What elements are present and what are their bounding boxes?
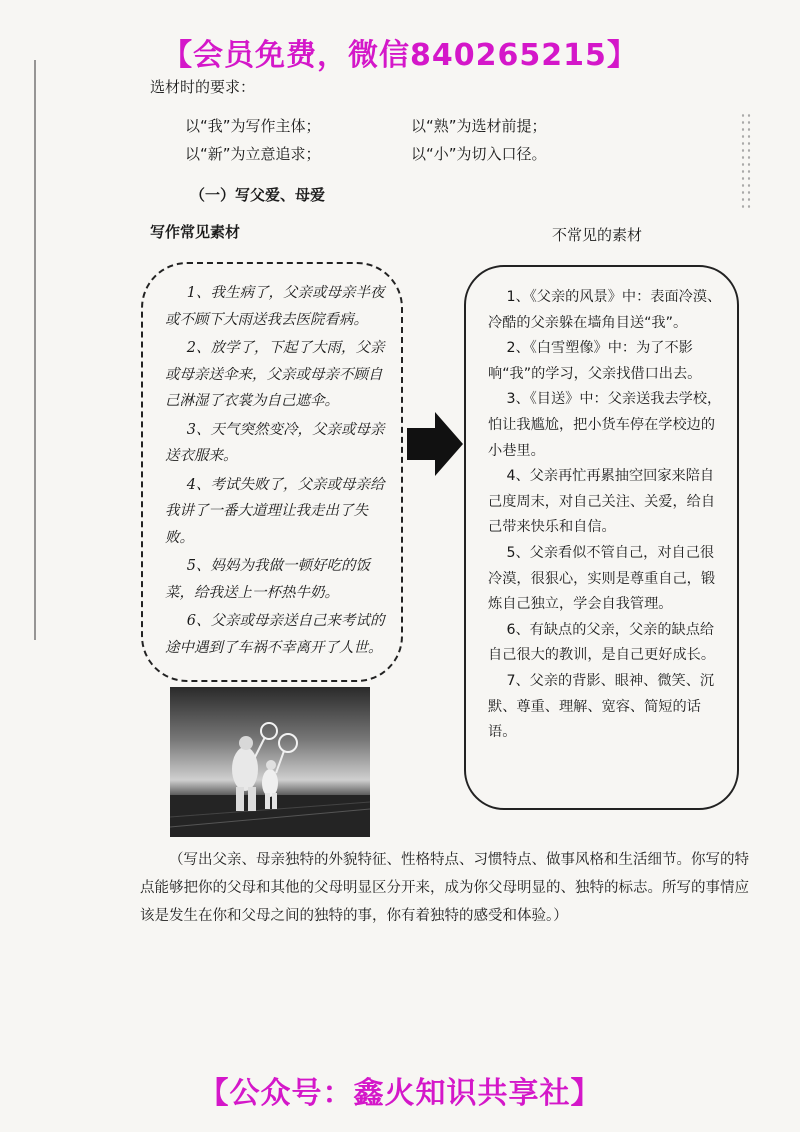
common-item: 2、放学了，下起了大雨，父亲或母亲送伞来，父亲或母亲不顾自己淋湿了衣裳为自己遮伞。 bbox=[165, 340, 385, 409]
writing-note bbox=[140, 846, 750, 930]
common-materials-box bbox=[141, 262, 403, 682]
uncommon-item: 1、《父亲的风景》中：表面冷漠、冷酷的父亲躲在墙角目送“我”。 bbox=[488, 289, 722, 331]
common-item: 1、我生病了，父亲或母亲半夜或不顾下大雨送我去医院看病。 bbox=[165, 285, 385, 328]
subsection-title: （一）写父爱、母爱 bbox=[190, 186, 326, 204]
requirement-3: 以“新”为立意追求； bbox=[185, 145, 321, 163]
uncommon-item: 2、《白雪塑像》中：为了不影响“我”的学习，父亲找借口出去。 bbox=[488, 340, 702, 382]
section-heading: 选材时的要求： bbox=[150, 78, 256, 96]
arrow-right-icon bbox=[405, 410, 465, 478]
uncommon-item: 4、父亲再忙再累抽空回家来陪自己度周末，对自己关注、关爱，给自己带来快乐和自信。 bbox=[488, 468, 716, 536]
common-item: 4、考试失败了，父亲或母亲给我讲了一番大道理让我走出了失败。 bbox=[165, 476, 385, 546]
watermark-banner-bottom: 【公众号：鑫火知识共享社】 bbox=[198, 1076, 602, 1111]
uncommon-item: 3、《目送》中：父亲送我去学校，怕让我尴尬，把小货车停在学校边的小巷里。 bbox=[488, 391, 722, 459]
requirement-2: 以“熟”为选材前提； bbox=[411, 117, 547, 135]
scan-margin-line bbox=[34, 60, 36, 640]
uncommon-item: 5、父亲看似不管自己，对自己很冷漠，很狠心，实则是尊重自己，锻炼自己独立，学会自我管理。 bbox=[488, 544, 716, 613]
common-item: 5、妈妈为我做一顿好吃的饭菜，给我送上一杯热牛奶。 bbox=[165, 558, 370, 601]
common-item: 3、天气突然变冷，父亲或母亲送衣服来。 bbox=[165, 421, 385, 464]
requirement-1: 以“我”为写作主体； bbox=[185, 117, 321, 135]
requirement-4: 以“小”为切入口径。 bbox=[411, 145, 547, 163]
uncommon-item: 6、有缺点的父亲，父亲的缺点给自己很大的教训，是自己更好成长。 bbox=[488, 621, 716, 664]
father-child-photo bbox=[170, 687, 370, 837]
uncommon-materials-title: 不常见的素材 bbox=[552, 226, 643, 244]
common-materials-title: 写作常见素材 bbox=[150, 223, 241, 241]
note-text: （写出父亲、母亲独特的外貌特征、性格特点、习惯特点、做事风格和生活细节。你写的特点能够把你的父母和其他的父母明显区分开来，成为你父母明显的、独特的标志。所写的事情应该是发生在你和父母之间的独特的事，你有着独特的感受和体验。） bbox=[140, 852, 749, 924]
common-item: 6、父亲或母亲送自己来考试的途中遇到了车祸不幸离开了人世。 bbox=[165, 613, 385, 656]
uncommon-materials-box bbox=[464, 265, 739, 810]
uncommon-item: 7、父亲的背影、眼神、微笑、沉默、尊重、理解、宽容、简短的话语。 bbox=[488, 672, 715, 741]
watermark-banner-top: 【会员免费，微信840265215】 bbox=[162, 38, 638, 73]
scan-noise bbox=[740, 112, 752, 212]
